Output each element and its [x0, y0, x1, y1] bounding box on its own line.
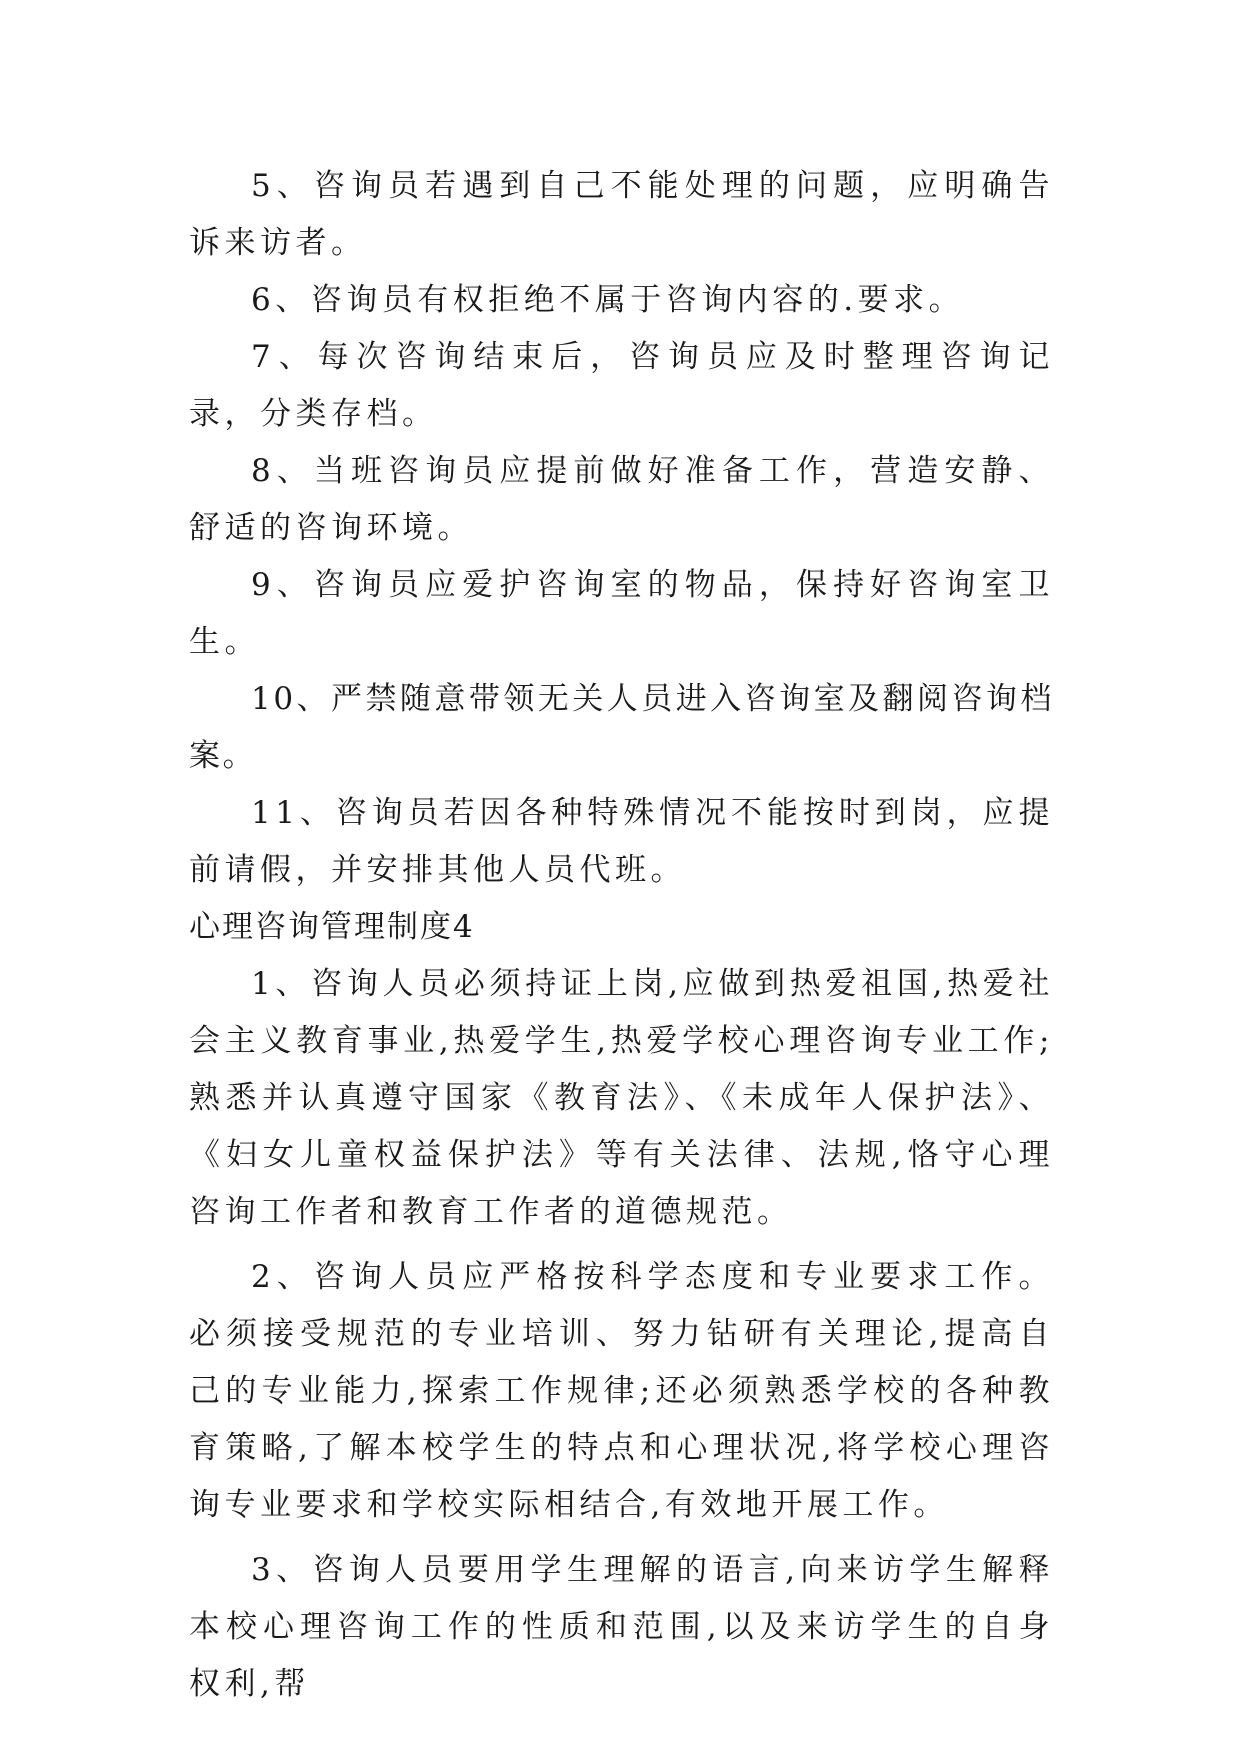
rule-11: 11、咨询员若因各种特殊情况不能按时到岗，应提前请假，并安排其他人员代班。: [189, 795, 1054, 888]
rule-7: 7、每次咨询结束后，咨询员应及时整理咨询记录，分类存档。: [189, 339, 1054, 432]
document-body: [189, 158, 1054, 1713]
rule-8: 8、当班咨询员应提前做好准备工作，营造安静、舒适的咨询环境。: [189, 453, 1054, 546]
section4-rule-2: 2、咨询人员应严格按科学态度和专业要求工作。必须接受规范的专业培训、努力钻研有关理论,提高自己的专业能力,探索工作规律;还必须熟悉学校的各种教育策略,了解本校学生的特点和心理状况,将学校心理咨询专业要求和学校实际相结合,有效地开展工作。: [189, 1259, 1054, 1523]
rule-5: 5、咨询员若遇到自己不能处理的问题，应明确告诉来访者。: [189, 168, 1054, 261]
rule-9: 9、咨询员应爱护咨询室的物品，保持好咨询室卫生。: [189, 567, 1054, 660]
section4-rule-3: 3、咨询人员要用学生理解的语言,向来访学生解释本校心理咨询工作的性质和范围,以及来访学生的自身权利,帮: [189, 1552, 1054, 1702]
rule-6: 6、咨询员有权拒绝不属于咨询内容的.要求。: [251, 282, 965, 318]
rule-10: 10、严禁随意带领无关人员进入咨询室及翻阅咨询档案。: [189, 681, 1054, 774]
section4-rule-1: 1、咨询人员必须持证上岗,应做到热爱祖国,热爱社会主义教育事业,热爱学生,热爱学校心理咨询专业工作;熟悉并认真遵守国家《教育法》、《未成年人保护法》、《妇女儿童权益保护法》等有关法律、法规,恪守心理咨询工作者和教育工作者的道德规范。: [189, 966, 1054, 1230]
section-heading: 心理咨询管理制度4: [189, 909, 475, 945]
